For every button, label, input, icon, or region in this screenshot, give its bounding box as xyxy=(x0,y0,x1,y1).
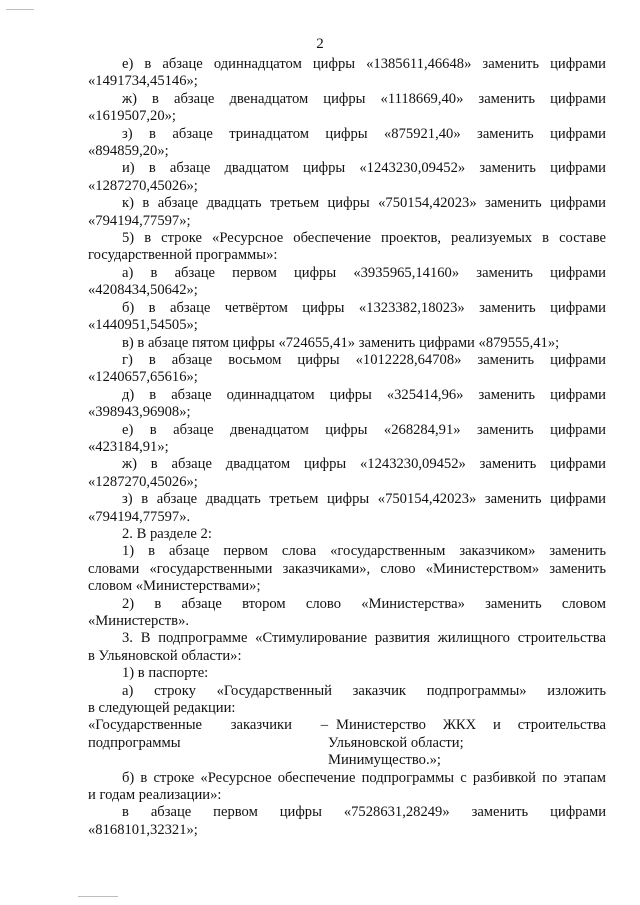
paragraph-line: «794194,77597»; xyxy=(88,212,191,229)
table-right-line-1: Министерство ЖКХ и строительства xyxy=(336,717,606,734)
table-right-line-2: Ульяновской области; xyxy=(328,734,464,751)
paragraph-line: е) в абзаце одиннадцатом цифры «1385611,46648» заменить цифрами xyxy=(122,56,606,72)
paragraph-line: в следующей редакции: xyxy=(88,700,236,717)
paragraph-line: а) строку «Государственный заказчик подпрограммы» изложить xyxy=(122,682,606,699)
document-body xyxy=(88,56,606,839)
paragraph-line: «794194,77597». xyxy=(88,508,191,525)
paragraph-line: 1) в абзаце первом слова «государственным заказчиком» заменить xyxy=(122,543,606,560)
paragraph-line: «4208434,50642»; xyxy=(88,282,198,299)
paragraph-line: «1287270,45026»; xyxy=(88,473,198,490)
paragraph-line: «1619507,20»; xyxy=(88,108,176,125)
paragraph-line: «1287270,45026»; xyxy=(88,177,198,194)
tail-paragraph-line: и годам реализации»: xyxy=(88,787,222,804)
paragraph-line: 2. В разделе 2: xyxy=(122,525,212,542)
scan-artifact-top xyxy=(6,9,34,10)
paragraph-line: ж) в абзаце двадцатом цифры «1243230,09452» заменить цифрами xyxy=(122,456,606,473)
table-dash: – xyxy=(320,717,328,734)
table-right-column xyxy=(328,717,606,769)
table-left-word-2: заказчики xyxy=(230,717,292,734)
paragraph-line: а) в абзаце первом цифры «3935965,14160» заменить цифрами xyxy=(122,264,606,281)
paragraph-line: е) в абзаце двенадцатом цифры «268284,91» заменить цифрами xyxy=(122,421,606,438)
tail-paragraph-line: б) в строке «Ресурсное обеспечение подпрограммы с разбивкой по этапам xyxy=(122,769,606,786)
paragraph-line: д) в абзаце одиннадцатом цифры «325414,96» заменить цифрами xyxy=(122,386,606,403)
paragraph-line: з) в абзаце тринадцатом цифры «875921,40» заменить цифрами xyxy=(122,125,606,142)
paragraph-line: к) в абзаце двадцать третьем цифры «750154,42023» заменить цифрами xyxy=(122,195,606,212)
paragraph-line: 3. В подпрограмме «Стимулирование развития жилищного строительства xyxy=(122,630,606,647)
paragraph-line: 1) в паспорте: xyxy=(122,665,209,682)
paragraph-line: словом «Министерствами»; xyxy=(88,578,261,595)
paragraph-line: «398943,96908»; xyxy=(88,404,191,421)
paragraph-line: в Ульяновской области»: xyxy=(88,647,242,664)
paragraph-line: 5) в строке «Ресурсное обеспечение проектов, реализуемых в составе xyxy=(122,230,606,247)
paragraph-line: государственной программы»: xyxy=(88,247,278,264)
paragraph-line: «423184,91»; xyxy=(88,438,169,455)
paragraph-line: «Министерств». xyxy=(88,613,190,629)
tail-paragraph-line: в абзаце первом цифры «7528631,28249» заменить цифрами xyxy=(122,804,606,821)
paragraph-line: г) в абзаце восьмом цифры «1012228,64708» заменить цифрами xyxy=(122,351,606,368)
assignment-table xyxy=(88,717,606,769)
paragraph-line: б) в абзаце четвёртом цифры «1323382,18023» заменить цифрами xyxy=(122,299,606,316)
paragraph-line: «1240657,65616»; xyxy=(88,369,198,386)
tail-paragraph-line: «8168101,32321»; xyxy=(88,821,198,838)
table-left-column xyxy=(88,717,328,769)
table-left-word-1: «Государственные xyxy=(88,717,203,734)
paragraph-line: «1491734,45146»; xyxy=(88,73,198,90)
paragraph-line: словами «государственными заказчиками», слово «Министерством» заменить xyxy=(88,560,606,577)
paragraph-line: з) в абзаце двадцать третьем цифры «750154,42023» заменить цифрами xyxy=(122,491,606,508)
table-right-line-3: Минимущество.»; xyxy=(328,752,441,769)
paragraph-line: в) в абзаце пятом цифры «724655,41» заменить цифрами «879555,41»; xyxy=(122,334,560,351)
paragraph-line: «1440951,54505»; xyxy=(88,317,198,334)
paragraph-line: 2) в абзаце втором слово «Министерства» заменить словом xyxy=(122,595,606,612)
paragraph-line: «894859,20»; xyxy=(88,143,169,160)
scan-artifact-bottom xyxy=(78,896,118,897)
paragraph-line: ж) в абзаце двенадцатом цифры «1118669,40» заменить цифрами xyxy=(122,90,606,107)
page-number: 2 xyxy=(316,36,324,52)
table-left-line-2: подпрограммы xyxy=(88,734,181,751)
paragraph-line: и) в абзаце двадцатом цифры «1243230,09452» заменить цифрами xyxy=(122,160,606,177)
